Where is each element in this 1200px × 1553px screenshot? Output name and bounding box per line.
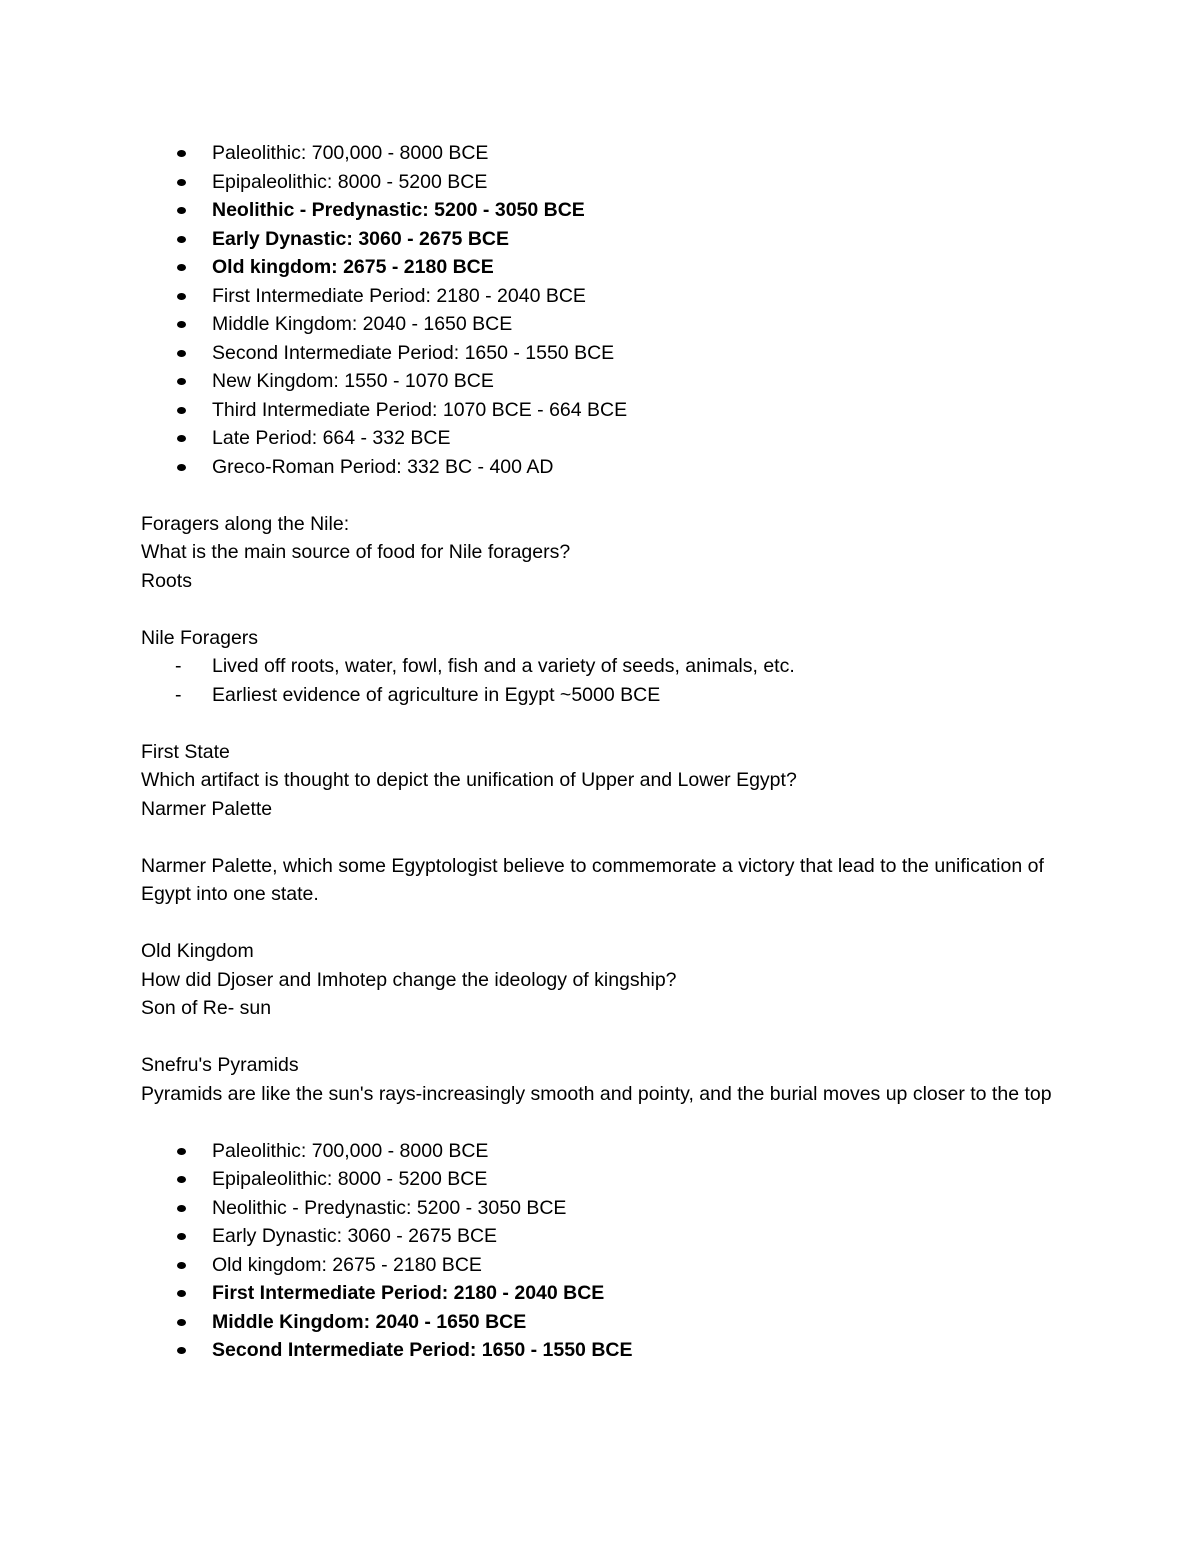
bullet-icon xyxy=(177,1290,186,1297)
old-kingdom-heading: Old Kingdom xyxy=(141,940,254,962)
bullet-icon xyxy=(177,150,186,157)
timeline-item xyxy=(141,367,1061,396)
bullet-icon xyxy=(177,378,186,385)
timeline-item xyxy=(141,282,1061,311)
bullet-icon xyxy=(177,207,186,214)
timeline-item-text: Second Intermediate Period: 1650 - 1550 BCE xyxy=(212,341,615,364)
timeline-item xyxy=(141,196,1061,225)
old-kingdom-answer: Son of Re- sun xyxy=(141,997,272,1019)
old-kingdom-question: How did Djoser and Imhotep change the ideology of kingship? xyxy=(141,968,677,991)
first-state-paragraph: Narmer Palette, which some Egyptologist believe to commemorate a victory that lead to the unification of Egypt into one state. xyxy=(141,854,1044,905)
foragers-answer: Roots xyxy=(141,569,192,592)
timeline-item-text: Neolithic - Predynastic: 5200 - 3050 BCE xyxy=(212,1196,567,1219)
nile-foragers-heading: Nile Foragers xyxy=(141,626,259,649)
timeline-item xyxy=(141,1308,1061,1337)
bullet-icon xyxy=(177,321,186,328)
timeline-item xyxy=(141,168,1061,197)
nile-foragers-list xyxy=(141,652,1061,709)
bullet-icon xyxy=(177,1233,186,1240)
timeline-item-text: New Kingdom: 1550 - 1070 BCE xyxy=(212,370,494,392)
bullet-icon xyxy=(177,293,186,300)
bullet-icon xyxy=(177,1176,186,1183)
timeline-item-text: Second Intermediate Period: 1650 - 1550 BCE xyxy=(212,1339,633,1361)
timeline-list-1 xyxy=(141,139,1061,481)
bullet-icon xyxy=(177,236,186,243)
dash-marker: - xyxy=(175,655,182,677)
bullet-icon xyxy=(177,1205,186,1212)
timeline-list-2 xyxy=(141,1137,1061,1365)
bullet-icon xyxy=(177,464,186,471)
snefru-heading: Snefru's Pyramids xyxy=(141,1054,299,1076)
timeline-item xyxy=(141,310,1061,339)
timeline-item xyxy=(141,424,1061,453)
timeline-item xyxy=(141,1279,1061,1308)
timeline-item-text: Late Period: 664 - 332 BCE xyxy=(212,427,451,449)
bullet-icon xyxy=(177,1148,186,1155)
foragers-heading: Foragers along the Nile: xyxy=(141,512,350,535)
list-item xyxy=(141,681,1061,710)
timeline-item-text: Middle Kingdom: 2040 - 1650 BCE xyxy=(212,1310,527,1333)
bullet-icon xyxy=(177,1347,186,1354)
timeline-item-text: Neolithic - Predynastic: 5200 - 3050 BCE xyxy=(212,199,585,221)
timeline-item-text: Third Intermediate Period: 1070 BCE - 664 BCE xyxy=(212,398,628,421)
timeline-item xyxy=(141,139,1061,168)
timeline-item xyxy=(141,1222,1061,1251)
bullet-icon xyxy=(177,1262,186,1269)
timeline-item xyxy=(141,339,1061,368)
timeline-item xyxy=(141,396,1061,425)
timeline-item xyxy=(141,1336,1061,1365)
bullet-icon xyxy=(177,179,186,186)
foragers-question: What is the main source of food for Nile foragers? xyxy=(141,541,571,563)
bullet-icon xyxy=(177,350,186,357)
timeline-item-text: Greco-Roman Period: 332 BC - 400 AD xyxy=(212,455,554,478)
bullet-icon xyxy=(177,1319,186,1326)
timeline-item-text: Paleolithic: 700,000 - 8000 BCE xyxy=(212,1139,489,1162)
snefru-paragraph: Pyramids are like the sun's rays-increasingly smooth and pointy, and the burial moves up closer to the top xyxy=(141,1082,1052,1105)
timeline-item-text: Epipaleolithic: 8000 - 5200 BCE xyxy=(212,1168,488,1190)
timeline-item-text: Paleolithic: 700,000 - 8000 BCE xyxy=(212,142,489,164)
timeline-item-text: Middle Kingdom: 2040 - 1650 BCE xyxy=(212,313,513,335)
timeline-item xyxy=(141,1165,1061,1194)
list-item-text: Earliest evidence of agriculture in Egypt ~5000 BCE xyxy=(212,683,661,706)
list-item-text: Lived off roots, water, fowl, fish and a variety of seeds, animals, etc. xyxy=(212,655,795,677)
timeline-item xyxy=(141,453,1061,482)
first-state-answer: Narmer Palette xyxy=(141,797,273,820)
timeline-item-text: Early Dynastic: 3060 - 2675 BCE xyxy=(212,1225,498,1247)
timeline-item-text: First Intermediate Period: 2180 - 2040 BCE xyxy=(212,284,586,307)
list-item xyxy=(141,652,1061,681)
timeline-item-text: Old kingdom: 2675 - 2180 BCE xyxy=(212,256,494,278)
bullet-icon xyxy=(177,264,186,271)
timeline-item xyxy=(141,1194,1061,1223)
bullet-icon xyxy=(177,435,186,442)
timeline-item xyxy=(141,1137,1061,1166)
dash-marker: - xyxy=(175,683,182,706)
timeline-item xyxy=(141,225,1061,254)
bullet-icon xyxy=(177,407,186,414)
first-state-question: Which artifact is thought to depict the unification of Upper and Lower Egypt? xyxy=(141,769,797,791)
first-state-heading: First State xyxy=(141,740,230,763)
timeline-item-text: Old kingdom: 2675 - 2180 BCE xyxy=(212,1253,482,1276)
timeline-item xyxy=(141,253,1061,282)
timeline-item-text: First Intermediate Period: 2180 - 2040 BCE xyxy=(212,1282,605,1304)
timeline-item xyxy=(141,1251,1061,1280)
timeline-item-text: Epipaleolithic: 8000 - 5200 BCE xyxy=(212,170,488,193)
timeline-item-text: Early Dynastic: 3060 - 2675 BCE xyxy=(212,227,509,250)
document-page xyxy=(141,139,1061,1365)
